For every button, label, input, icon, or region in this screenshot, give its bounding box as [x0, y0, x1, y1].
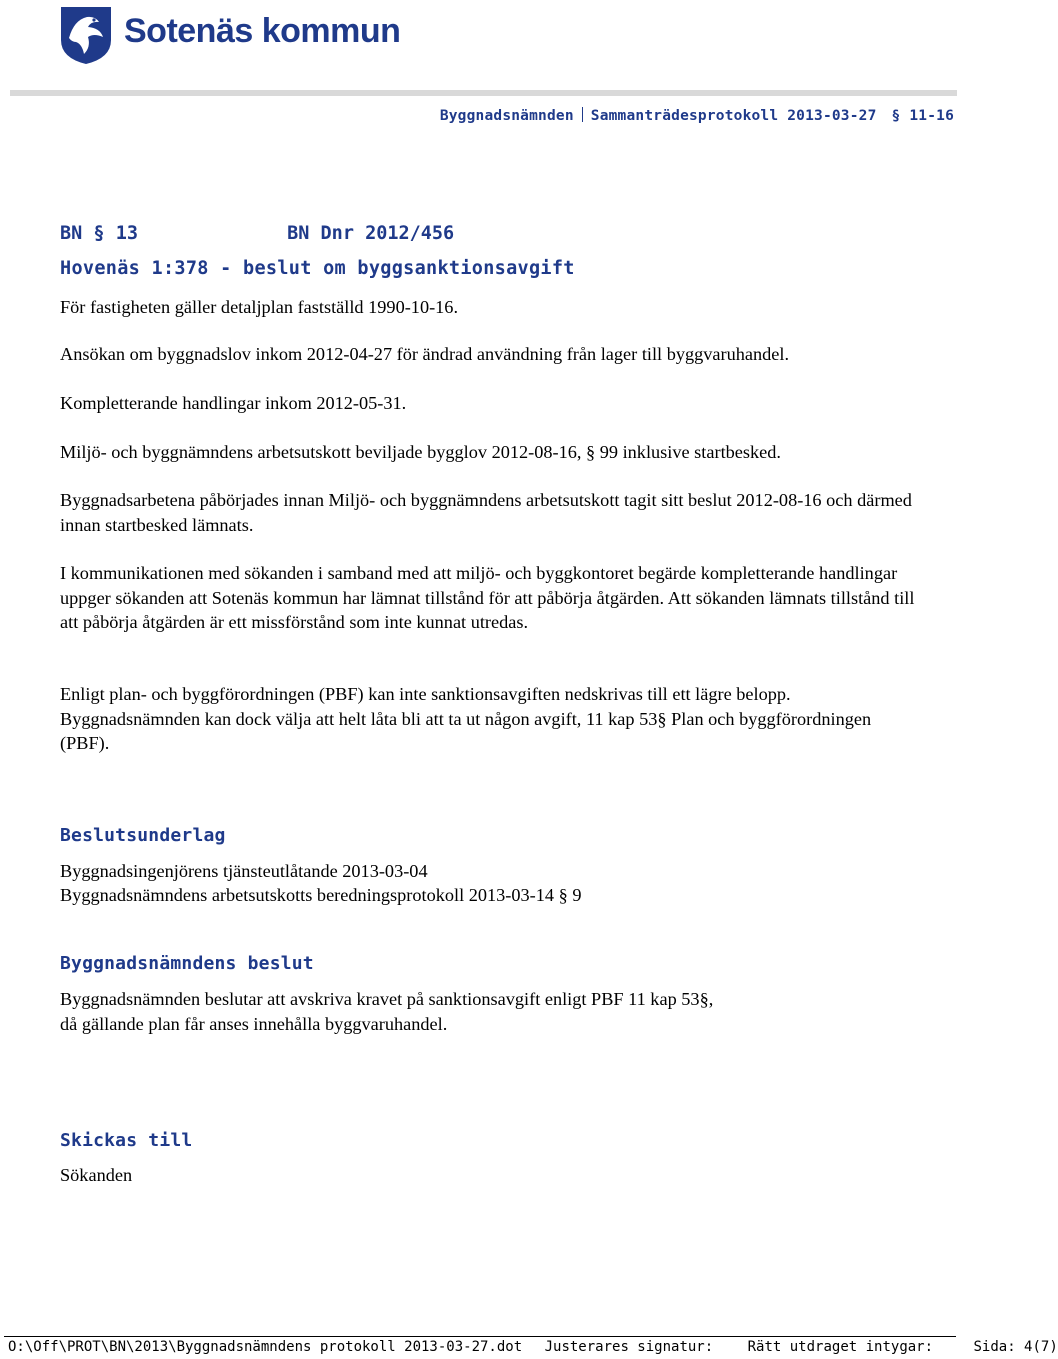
- running-header: [440, 107, 954, 124]
- section-sign-icon: §: [93, 223, 105, 244]
- justerare-label: Justerares signatur:: [544, 1339, 714, 1355]
- underlag-line-1: Byggnadsingenjörens tjänsteutlåtande 2013-03-04: [60, 861, 428, 881]
- section-sign-icon: §: [699, 989, 709, 1009]
- case-number: BN § 13: [60, 223, 138, 244]
- case-dnr: BN Dnr 2012/456: [287, 223, 455, 244]
- section-sign-icon: §: [891, 108, 901, 124]
- running-head-sections: 11-16: [909, 108, 954, 124]
- org-name: Sotenäs kommun: [124, 12, 401, 50]
- municipality-logo: [58, 4, 401, 68]
- heading-beslutsunderlag: Beslutsunderlag: [60, 825, 226, 846]
- utdrag-label: Rätt utdraget intygar:: [747, 1339, 934, 1355]
- paragraph-detaljplan: För fastigheten gäller detaljplan fastställd 1990-10-16.: [60, 297, 459, 317]
- paragraph-bygglov: Miljö- och byggnämndens arbetsutskott beviljade bygglov 2012-08-16, § 99 inklusive startbesked.: [60, 442, 781, 462]
- footer-divider: [4, 1336, 956, 1337]
- case-title: Hovenäs 1:378 - beslut om byggsanktionsavgift: [60, 258, 575, 279]
- heading-skickas-till: Skickas till: [60, 1130, 193, 1151]
- section-sign-icon: §: [586, 442, 596, 462]
- coat-of-arms-icon: [58, 4, 114, 66]
- section-sign-icon: §: [558, 885, 568, 905]
- header-divider: [10, 90, 957, 96]
- section-sign-icon: §: [657, 708, 667, 729]
- running-head-committee: Byggnadsnämnden: [439, 108, 574, 124]
- paragraph-pbf: Enligt plan- och byggförordningen (PBF) kan inte sanktionsavgiften nedskrivas till ett lägre belopp. Byggnadsnämnden kan dock välja att helt låta bli att ta ut någon avgift, 11 kap 53§ Plan och byggförordningen (PBF).: [60, 684, 872, 753]
- paragraph-ansokan: Ansökan om byggnadslov inkom 2012-04-27 för ändrad användning från lager till byggvaruhandel.: [60, 344, 790, 364]
- page-footer: [8, 1339, 1058, 1355]
- underlag-line-2: Byggnadsnämndens arbetsutskotts beredningsprotokoll 2013-03-14 § 9: [60, 885, 582, 905]
- paragraph-byggnadsarbeten: Byggnadsarbetena påbörjades innan Miljö- och byggnämndens arbetsutskott tagit sitt beslut 2012-08-16 och därmed innan startbesked lämnats.: [60, 490, 912, 535]
- page-number: Sida: 4(7): [973, 1339, 1058, 1355]
- recipient: Sökanden: [60, 1165, 133, 1185]
- heading-beslut: Byggnadsnämndens beslut: [60, 953, 314, 974]
- paragraph-komplettering: Kompletterande handlingar inkom 2012-05-31.: [60, 393, 407, 413]
- header-separator: [582, 107, 583, 122]
- paragraph-kommunikation: I kommunikationen med sökanden i samband med att miljö- och byggkontoret begärde kompletterande handlingar uppger sökanden att Sotenäs kommun har lämnat tillstånd för att påbörja åtgärden. Att sökanden lämnats tillstånd till att påbörja åtgärden är ett missförstånd som inte kunnat utredas.: [60, 563, 915, 632]
- running-head-protocol: Sammanträdesprotokoll 2013-03-27: [590, 108, 877, 124]
- document-path: O:\Off\PROT\BN\2013\Byggnadsnämndens protokoll 2013-03-27.dot: [8, 1339, 523, 1355]
- beslut-text: Byggnadsnämnden beslutar att avskriva kravet på sanktionsavgift enligt PBF 11 kap 53§, då gällande plan får anses innehålla byggvaruhandel.: [60, 989, 714, 1034]
- case-heading: [60, 223, 454, 244]
